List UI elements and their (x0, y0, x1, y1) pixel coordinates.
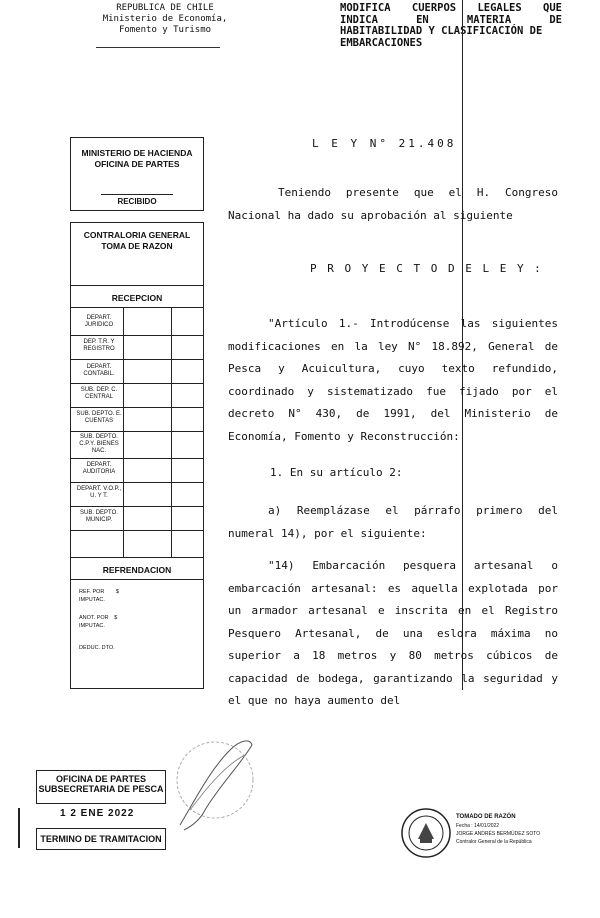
stamp-rule (71, 431, 203, 432)
stamp-recepcion: RECEPCION (111, 293, 163, 303)
stamp-refrendacion: REFRENDACION (102, 565, 172, 575)
item-1: 1. En su artículo 2: (270, 466, 403, 479)
ref-por-label: REF. POR (79, 589, 105, 595)
stamp-row-label: DEPART. AUDITORIA (82, 462, 116, 475)
item-14: "14) Embarcación pesquera artesanal o embarcación artesanal: es aquella explotada por un armador artesanal e inscrita en el Registro Pesquero Artesanal, de una eslora máxima no superior a 18 metros y 80 metros cúbicos de capacidad de bodega, garantizando la seguridad y el que no haya aumento del (228, 559, 558, 707)
stamp-line: SUBSECRETARIA DE PESCA (38, 784, 164, 794)
stamp-row-label: SUB. DEPTO. MUNICIP. (80, 510, 118, 523)
stamp-col (171, 307, 172, 557)
stamp-row-label: SUB. DEPTO. C.P.Y. BIENES NAC. (79, 434, 119, 454)
stamp-line: TOMADO DE RAZÓN (456, 814, 516, 820)
stamp-contraloria (70, 222, 204, 689)
margin-mark (18, 808, 20, 848)
title-word: MODIFICA (340, 2, 391, 14)
title-word: EN (416, 13, 429, 26)
stamp-termino: TERMINO DE TRAMITACION (36, 828, 166, 850)
ref-imputac-label: IMPUTAC. (79, 597, 105, 603)
stamp-line: Fecha : 14/01/2022 (456, 823, 500, 829)
stamp-rule (71, 458, 203, 459)
stamp-line: JORGE ANDRÉS BERMÚDEZ SOTO (456, 831, 541, 837)
anot-por-label: ANOT. POR (79, 615, 109, 621)
stamp-rule (71, 383, 203, 384)
anot-imputac-label: IMPUTAC. (79, 623, 105, 629)
stamp-row-label: DEP. T.R. Y REGISTRO (83, 339, 115, 352)
signature-scribble (170, 730, 260, 840)
title-word: LEGALES (477, 2, 522, 14)
law-number: L E Y N° 21.408 (312, 137, 457, 150)
stamp-date: 1 2 ENE 2022 (60, 808, 135, 819)
stamp-rule (71, 359, 203, 360)
title-line: EMBARCACIONES (340, 36, 423, 49)
contraloria-seal-icon (400, 807, 452, 859)
title-word: MATERIA (466, 13, 512, 26)
stamp-rule (71, 579, 203, 580)
stamp-line: TOMA DE RAZON (101, 241, 173, 251)
title-word: QUE (543, 2, 562, 14)
header-republic: REPUBLICA DE CHILE (116, 3, 214, 13)
stamp-row-label: SUB. DEPTO. E. CUENTAS (76, 411, 122, 424)
header-ministry-name: Ministerio de Economía, (102, 14, 228, 24)
stamp-rule (71, 335, 203, 336)
stamp-rule (71, 506, 203, 507)
stamp-ministerio-hacienda (70, 137, 204, 211)
intro-paragraph: Teniendo presente que el H. Congreso Nacional ha dado su aprobación al siguiente (228, 186, 558, 222)
header-ministry (80, 3, 250, 36)
stamp-rule (71, 307, 203, 308)
stamp-line: CONTRALORIA GENERAL (83, 230, 191, 240)
title-word: INDICA (340, 13, 378, 26)
stamp-rule (71, 285, 203, 286)
header-rule (96, 47, 220, 48)
header-bill-title (340, 3, 562, 49)
stamp-row-label: DEPART. V.O.P., U. Y T. (76, 486, 122, 499)
stamp-line: OFICINA DE PARTES (94, 159, 180, 169)
stamp-row-label: DEPART. JURIDICO (84, 315, 114, 328)
stamp-rule (71, 482, 203, 483)
stamp-oficina-partes (36, 770, 166, 804)
stamp-line: Contralor General de la República (456, 839, 532, 845)
stamp-rule (71, 557, 203, 558)
bill-heading: P R O Y E C T O D E L E Y : (310, 262, 543, 275)
stamp-tomado-razon (398, 805, 578, 860)
stamp-rule (101, 194, 173, 195)
stamp-rule (71, 530, 203, 531)
stamp-line: OFICINA DE PARTES (55, 774, 146, 784)
stamp-rule (71, 407, 203, 408)
title-word: CUERPOS (411, 2, 457, 14)
currency-sign: $ (114, 615, 118, 621)
title-line: HABITABILIDAD Y CLASIFICACIÓN DE (340, 25, 543, 37)
deduc-label: DEDUC. DTO. (79, 645, 115, 651)
item-a: a) Reemplázase el párrafo primero del numeral 14), por el siguiente: (228, 504, 558, 540)
stamp-recibido: RECIBIDO (117, 197, 157, 206)
title-word: DE (549, 13, 562, 26)
stamp-row-label: DEPART. CONTABIL. (83, 364, 115, 377)
currency-sign: $ (115, 589, 119, 595)
header-ministry-sub: Fomento y Turismo (118, 25, 212, 35)
article-1: "Artículo 1.- Introdúcense las siguientes modificaciones en la ley N° 18.892, General de Pesca y Acuicultura, cuyo texto refundido, coordinado y sistematizado fue fijado por el decreto N° 430, de 1991, del Ministerio de Economía, Fomento y Reconstrucción: (228, 317, 558, 443)
stamp-row-label: SUB. DEP. C. CENTRAL (80, 387, 118, 400)
stamp-line: MINISTERIO DE HACIENDA (81, 148, 193, 158)
stamp-col (123, 307, 124, 557)
